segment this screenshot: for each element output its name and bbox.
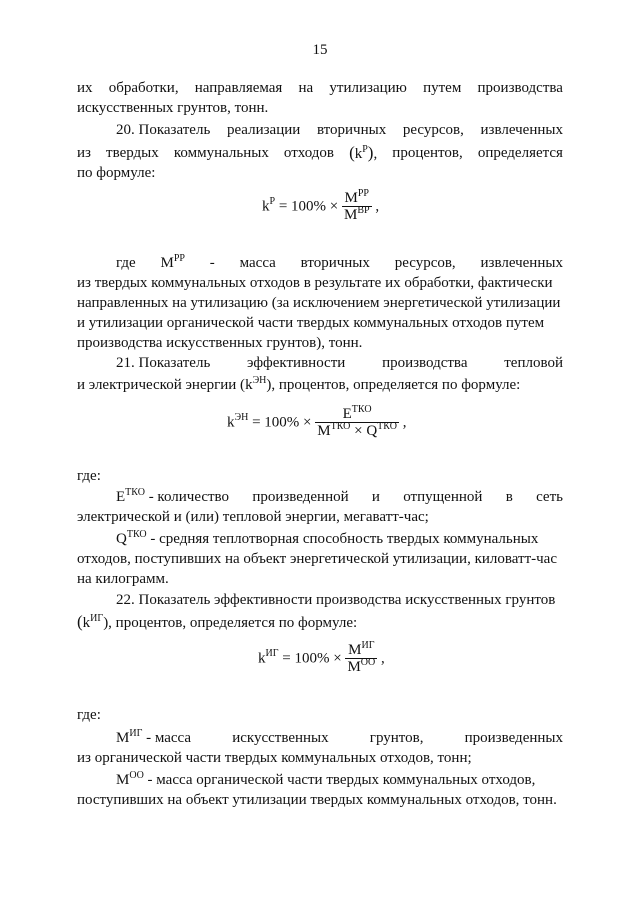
formula-kEN: $k^{ЭН} = 100\%$ × $\frac{E^{ТКО}}{M^{ТКО} \times Q^{ТКО}}$ ,: [227, 404, 407, 439]
definition-mpp: где $M^{РР}$ - масса вторичных ресурсов, извлеченных: [116, 253, 563, 271]
text-line: из твердых коммунальных отходов в результате их обработки, фактически: [77, 275, 553, 291]
where-label: где:: [77, 468, 101, 484]
inline-symbol-kEN: $k^{ЭН}$: [245, 375, 267, 393]
formula-kP: $k^Р = 100\%$ × $\frac{M^{РР}}{M^{ВР}}$ ,: [262, 188, 380, 223]
definition-etko: $E^{ТКО}$ - количество произведенной и отпущенной в сеть: [116, 487, 563, 505]
where-label: где:: [77, 707, 101, 723]
fraction: $\frac{E^{ТКО}}{M^{ТКО} \times Q^{ТКО}}$: [317, 404, 397, 439]
fraction: $\frac{M^{РР}}{M^{ВР}}$: [343, 188, 370, 223]
text-line: из твердых коммунальных отходов $(k^Р)$, процентов, определяется: [77, 143, 563, 162]
text-line: электрической и (или) тепловой энергии, мегаватт-час;: [77, 509, 429, 525]
text-line: и электрической энергии $(k^{ЭН})$, процентов, определяется по формуле:: [77, 375, 521, 393]
fraction: $\frac{M^{ИГ}}{M^{ОО}}$: [347, 640, 376, 675]
inline-symbol-kP: $(k^Р)$,: [349, 143, 378, 162]
text-line: из органической части твердых коммунальных отходов, тонн;: [77, 750, 472, 766]
inline-symbol-kIG: $k^{ИГ}$: [82, 613, 104, 631]
text-line: по формуле:: [77, 165, 156, 181]
definition-mig: $M^{ИГ}$ - масса искусственных грунтов, произведенных: [116, 728, 563, 746]
text-line: поступивших на объект утилизации твердых коммунальных отходов, тонн.: [77, 792, 557, 808]
text-line: искусственных грунтов, тонн.: [77, 100, 269, 116]
paragraph-22-heading: 22. Показатель эффективности производства искусственных грунтов: [116, 592, 556, 608]
paragraph-21-heading: 21. Показатель эффективности производства тепловой: [116, 355, 563, 371]
text-line: $(k^{ИГ})$, процентов, определяется по формуле:: [77, 612, 358, 631]
text-line: отходов, поступивших на объект энергетической утилизации, киловатт-час: [77, 551, 557, 567]
page-number: 15: [312, 42, 328, 58]
text-line: направленных на утилизацию (за исключением энергетической утилизации: [77, 295, 561, 311]
definition-moo: $M^{ОО}$ - масса органической части твердых коммунальных отходов,: [116, 770, 536, 788]
paragraph-20-heading: 20. Показатель реализации вторичных ресурсов, извлеченных: [116, 122, 563, 138]
text-line: их обработки, направляемая на утилизацию путем производства: [77, 80, 563, 96]
text-line: на килограмм.: [77, 571, 169, 587]
formula-kIG: $k^{ИГ} = 100\%$ × $\frac{M^{ИГ}}{M^{ОО}}$ ,: [258, 640, 385, 675]
definition-qtko: $Q^{ТКО}$ - средняя теплотворная способность твердых коммунальных: [116, 529, 539, 547]
text-line: производства искусственных грунтов), тонн.: [77, 335, 363, 351]
text-line: и утилизации органической части твердых коммунальных отходов путем: [77, 315, 545, 331]
